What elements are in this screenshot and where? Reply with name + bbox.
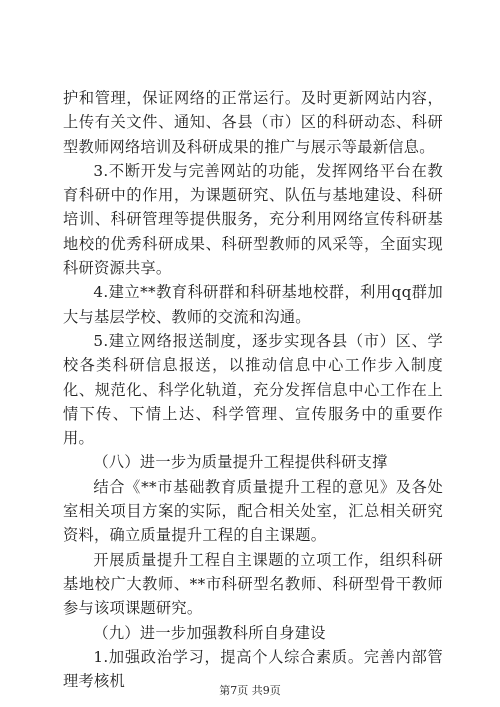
page-number-footer: 第7页 共9页: [219, 684, 281, 697]
paragraph-continuation: 护和管理，保证网络的正常运行。及时更新网站内容，上传有关文件、通知、各县（市）区的科研动态、科研型教师网络培训及科研成果的推广与展示等最新信息。: [63, 89, 443, 156]
paragraph-quality-project: 开展质量提升工程自主课题的立项工作，组织科研基地校广大教师、**市科研型名教师、科研型骨干教师参与该项课题研究。: [63, 550, 443, 618]
document-body: [63, 86, 443, 693]
paragraph-item-3: 3.不断开发与完善网站的功能，发挥网络平台在教育科研中的作用，为课题研究、队伍与基地建设、科研培训、科研管理等提供服务，充分利用网络宣传科研基地校的优秀科研成果、科研型教师的风采等，全面实现科研资源共享。: [63, 161, 443, 278]
paragraph-item-5: 5.建立网络报送制度，逐步实现各县（市）区、学校各类科研信息报送，以推动信息中心工作步入制度化、规范化、科学化轨道，充分发挥信息中心工作在上情下传、下情上达、科学管理、宣传服务中的重要作用。: [63, 331, 443, 448]
section-heading-9: （九）进一步加强教科所自身建设: [93, 623, 326, 642]
section-heading-8: （八）进一步为质量提升工程提供科研支撑: [93, 453, 388, 472]
paragraph-item-4: 4.建立**教育科研群和科研基地校群，利用qq群加大与基层学校、教师的交流和沟通。: [63, 283, 443, 326]
paragraph-item-1: 1.加强政治学习，提高个人综合素质。完善内部管理考核机: [63, 647, 443, 691]
paragraph-quality-combine: 结合《**市基础教育质量提升工程的意见》及各处室相关项目方案的实际，配合相关处室，汇总相关研究资料，确立质量提升工程的自主课题。: [63, 477, 443, 545]
